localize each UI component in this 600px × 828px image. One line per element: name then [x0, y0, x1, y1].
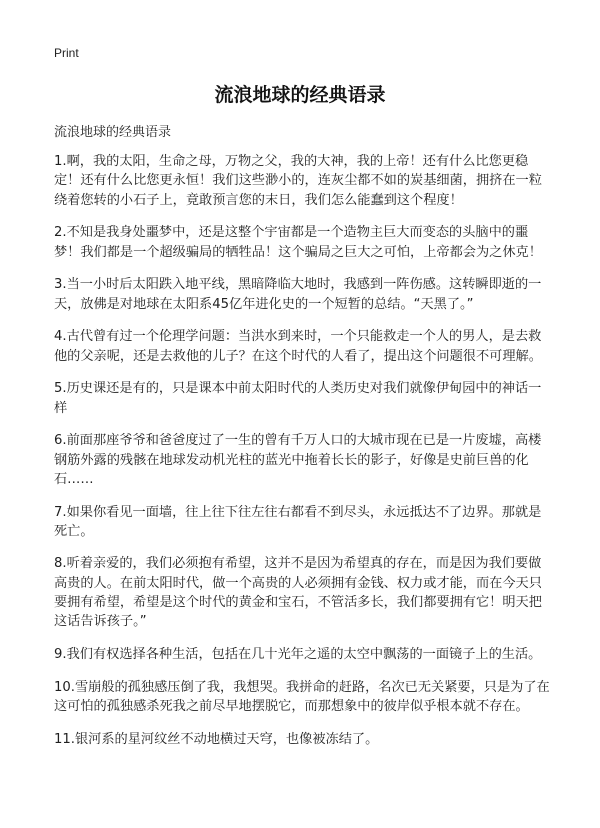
quote-item: 8.听着亲爱的，我们必须抱有希望，这并不是因为希望真的存在，而是因为我们要做高贵的人。在前太阳时代，做一个高贵的人必须拥有金钱、权力或才能，而在今天只要拥有希望，希望是这个时代的黄金和宝石，不管活多长，我们都要拥有它！明天把这话告诉孩子。”: [54, 556, 542, 630]
quote-item: 5.历史课还是有的，只是课本中前太阳时代的人类历史对我们就像伊甸园中的神话一样: [54, 381, 542, 416]
section-heading: 流浪地球的经典语录: [54, 125, 172, 140]
quote-item: 10.雪崩般的孤独感压倒了我，我想哭。我拼命的赶路，名次已无关紧要，只是为了在这可怕的孤独感杀死我之前尽早地摆脱它，而那想象中的彼岸似乎根本就不存在。: [54, 679, 550, 715]
page-title: 流浪地球的经典语录: [214, 84, 386, 106]
quote-item: 4.古代曾有过一个伦理学问题：当洪水到来时，一个只能救走一个人的男人，是去救他的父亲呢，还是去救他的儿子？在这个时代的人看了，提出这个问题很不可理解。: [54, 329, 542, 364]
quote-item: 3.当一小时后太阳跌入地平线，黑暗降临大地时，我感到一阵伤感。这转瞬即逝的一天，放佛是对地球在太阳系45亿年进化史的一个短暂的总结。“天黑了。”: [54, 277, 542, 312]
quote-item: 6.前面那座爷爷和爸爸度过了一生的曾有千万人口的大城市现在已是一片废墟，高楼钢筋外露的残骸在地球发动机光柱的蓝光中拖着长长的影子，好像是史前巨兽的化石……: [54, 433, 542, 487]
quote-item: 7.如果你看见一面墙，往上往下往左往右都看不到尽头，永远抵达不了边界。那就是死亡。: [54, 504, 542, 539]
print-label: Print: [54, 46, 79, 60]
quote-item: 1.啊，我的太阳，生命之母，万物之父，我的大神，我的上帝！还有什么比您更稳定！还有什么比您更永恒！我们这些渺小的，连灰尘都不如的炭基细菌，拥挤在一粒绕着您转的小石子上，竟敢预言您的末日，我们怎么能蠢到这个程度！: [54, 154, 542, 208]
quote-list: [54, 152, 554, 762]
quote-item: 9.我们有权选择各种生活，包括在几十光年之遥的太空中飘荡的一面镜子上的生活。: [54, 647, 542, 663]
quote-item: 2.不知是我身处噩梦中，还是这整个宇宙都是一个造物主巨大而变态的头脑中的噩梦！我们都是一个超级骗局的牺牲品！这个骗局之巨大之可怕，上帝都会为之休克！: [54, 225, 542, 260]
quote-item: 11.银河系的星河纹丝不动地横过天穹，也像被冻结了。: [54, 731, 379, 747]
